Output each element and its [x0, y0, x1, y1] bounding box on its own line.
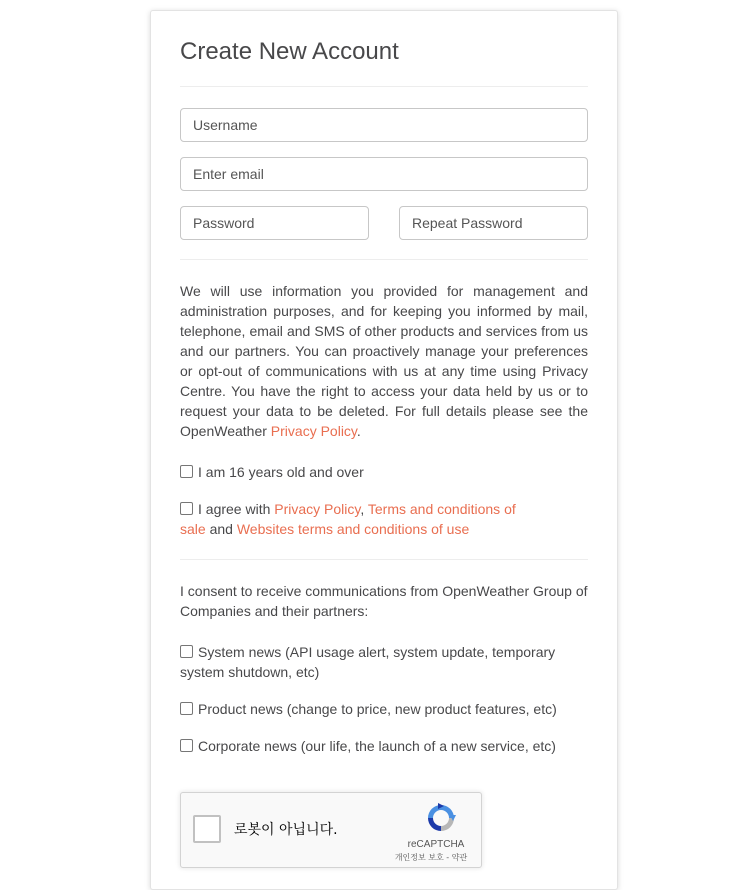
product-news-label: Product news (change to price, new product features, etc): [198, 701, 557, 717]
system-news-row[interactable]: [180, 642, 555, 682]
and-text: and: [205, 521, 237, 537]
website-terms-link[interactable]: Websites terms and conditions of use: [236, 521, 470, 537]
recaptcha-logo-icon: [425, 802, 457, 834]
system-news-checkbox[interactable]: [180, 645, 193, 658]
email-input[interactable]: [180, 157, 588, 191]
recaptcha-checkbox[interactable]: [193, 815, 221, 843]
system-news-label-line2: system shutdown, etc): [180, 664, 320, 680]
page-title: Create New Account: [180, 38, 399, 65]
recaptcha-label: 로봇이 아닙니다.: [234, 822, 338, 838]
divider: [180, 86, 588, 87]
username-input[interactable]: [180, 108, 588, 142]
agree-checkbox-row[interactable]: [180, 499, 525, 539]
signup-card: [150, 10, 618, 890]
recaptcha-widget: [180, 792, 482, 868]
recaptcha-brand: reCAPTCHA: [407, 839, 465, 850]
separator: ,: [360, 501, 368, 517]
corporate-news-checkbox[interactable]: [180, 739, 193, 752]
age-checkbox[interactable]: [180, 465, 193, 478]
divider: [180, 259, 588, 260]
consent-text: I consent to receive communications from OpenWeather Group of Companies and their partners:: [180, 583, 588, 619]
terms-link-line2: sale: [180, 521, 206, 537]
product-news-row[interactable]: [180, 699, 557, 719]
divider: [180, 559, 588, 560]
agree-prefix: I agree with: [198, 501, 275, 517]
corporate-news-label: Corporate news (our life, the launch of a new service, etc): [198, 738, 556, 754]
terms-link-line1: Terms and conditions of: [367, 501, 516, 517]
privacy-policy-link[interactable]: Privacy Policy: [270, 423, 357, 439]
password-input[interactable]: [180, 206, 369, 240]
privacy-notice-text: We will use information you provided for management and administration purposes, and for keeping you informed by mail, telephone, email and SMS of other products and services from us and our partners. You can proactively manage your preferences or opt-out of communications with us at any time using Privacy Centre. You have the right to access your data held by us or to request your data to be deleted. For full details please see the OpenWeather: [180, 283, 588, 439]
system-news-label-line1: System news (API usage alert, system update, temporary: [198, 644, 556, 660]
repeat-password-input[interactable]: [399, 206, 588, 240]
agree-checkbox[interactable]: [180, 502, 193, 515]
privacy-policy-link[interactable]: Privacy Policy: [274, 501, 361, 517]
age-checkbox-row[interactable]: [180, 462, 364, 482]
corporate-news-row[interactable]: [180, 736, 556, 756]
privacy-notice: [180, 281, 588, 441]
recaptcha-terms-link[interactable]: 개인정보 보호 - 약관: [394, 853, 468, 862]
product-news-checkbox[interactable]: [180, 702, 193, 715]
age-label: I am 16 years old and over: [198, 464, 364, 480]
privacy-notice-end: .: [356, 423, 361, 439]
